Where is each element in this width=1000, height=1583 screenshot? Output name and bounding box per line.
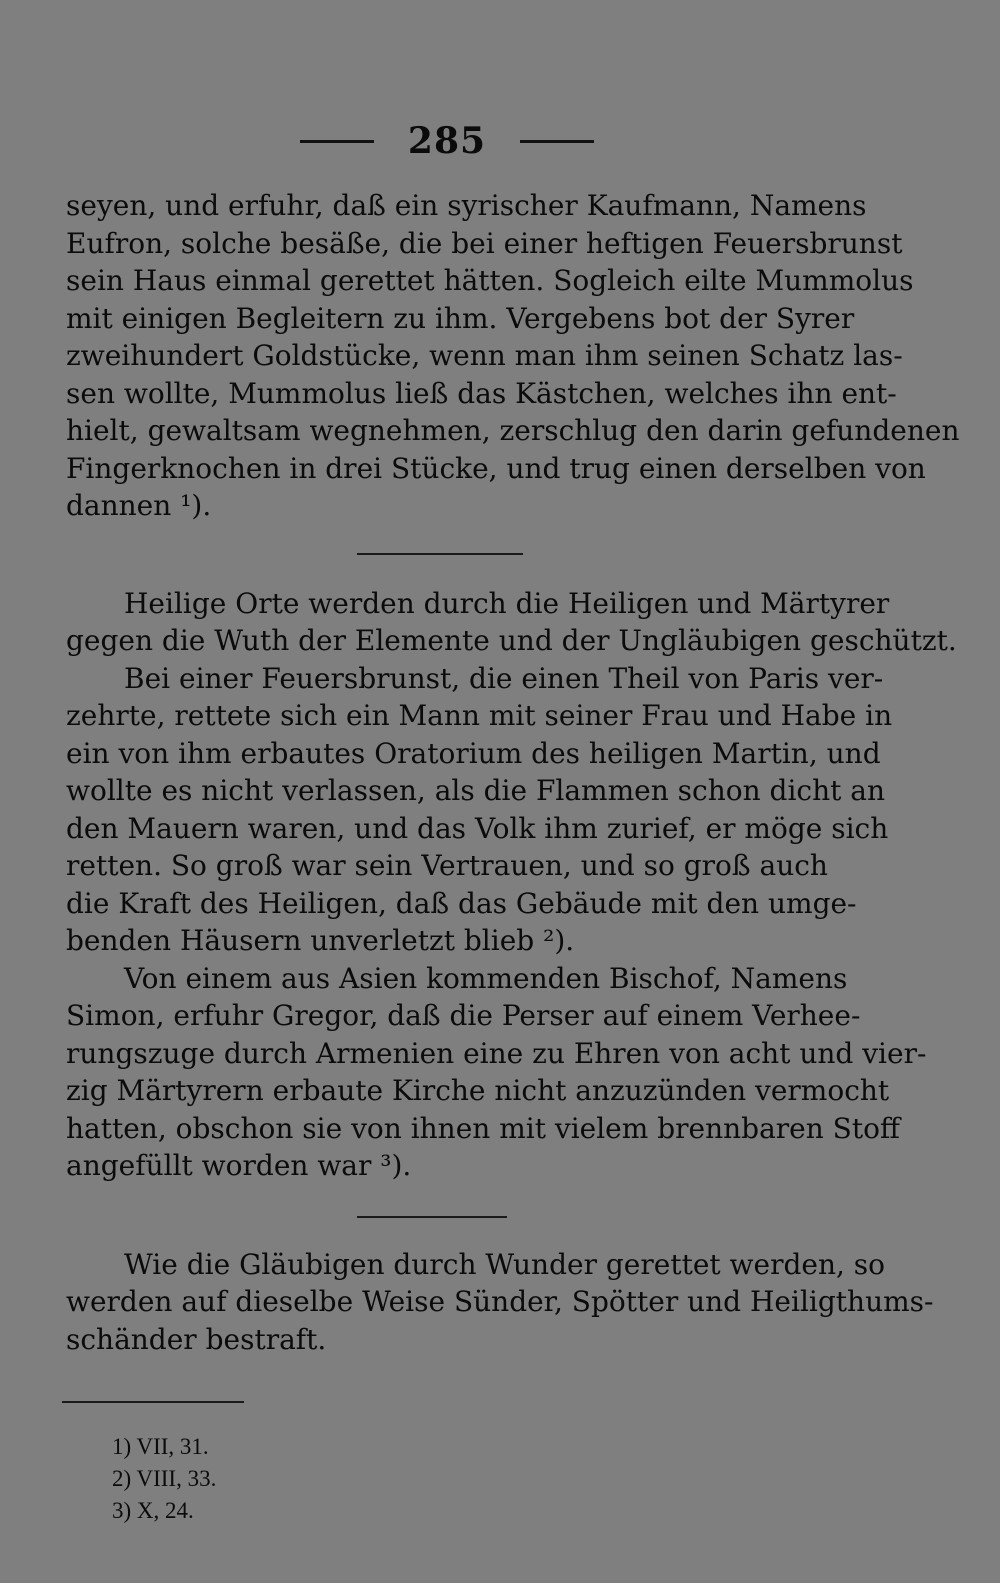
text-line: sen wollte, Mummolus ließ das Kästchen, welches ihn ent-: [66, 376, 897, 410]
text-line: sein Haus einmal gerettet hätten. Sogleich eilte Mummolus: [66, 264, 914, 297]
text-line: hielt, gewaltsam wegnehmen, zerschlug den darin gefundenen: [66, 414, 960, 447]
text-line: zweihundert Goldstücke, wenn man ihm seinen Schatz las-: [66, 339, 903, 372]
text-line: zehrte, rettete sich ein Mann mit seiner Frau und Habe in: [66, 699, 893, 732]
text-line: mit einigen Begleitern zu ihm. Vergebens bot der Syrer: [66, 301, 855, 335]
text-line: ein von ihm erbautes Oratorium des heiligen Martin, und: [66, 736, 881, 770]
page-header: [76, 116, 818, 166]
paragraph-3: [66, 660, 927, 1185]
text-line: Simon, erfuhr Gregor, daß die Perser auf einem Verhee-: [66, 999, 861, 1032]
footnote-3: 3) X, 24.: [112, 1498, 194, 1523]
text-line: zig Märtyrern erbaute Kirche nicht anzuzünden vermocht: [66, 1074, 890, 1107]
paragraph-2: [66, 585, 957, 660]
header-rule-left: [300, 140, 374, 143]
text-line: Eufron, solche besäße, die bei einer heftigen Feuersbrunst: [66, 226, 903, 260]
text-line: den Mauern waren, und das Volk ihm zurief, er möge sich: [66, 811, 889, 845]
text-line: schänder bestraft.: [66, 1322, 327, 1356]
footnotes: [66, 1431, 818, 1527]
header-rule-right: [520, 140, 594, 143]
paragraph-4: [66, 1246, 934, 1359]
page-number: 285: [407, 120, 487, 162]
text-line: die Kraft des Heiligen, daß das Gebäude mit den umge-: [66, 886, 857, 920]
text-line: Von einem aus Asien kommenden Bischof, Namens: [124, 961, 848, 995]
text-line: Heilige Orte werden durch die Heiligen und Märtyrer: [124, 586, 890, 620]
text-line: Bei einer Feuersbrunst, die einen Theil von Paris ver-: [124, 661, 884, 695]
section-separator: [357, 1216, 507, 1218]
text-line: rungszuge durch Armenien eine zu Ehren von acht und vier-: [66, 1036, 927, 1070]
section-separator: [357, 553, 523, 555]
text-line: dannen ¹).: [66, 489, 212, 522]
text-line: angefüllt worden war ³).: [66, 1149, 412, 1182]
footnote-1: 1) VII, 31.: [112, 1434, 209, 1459]
book-page: [66, 116, 960, 1527]
text-line: Wie die Gläubigen durch Wunder gerettet werden, so: [124, 1247, 886, 1281]
text-line: Fingerknochen in drei Stücke, und trug einen derselben von: [66, 451, 926, 485]
text-line: benden Häusern unverletzt blieb ²).: [66, 924, 575, 957]
footnote-rule: [62, 1401, 244, 1403]
paragraph-1: [66, 187, 960, 525]
text-line: wollte es nicht verlassen, als die Flammen schon dicht an: [66, 774, 886, 807]
footnote-2: 2) VIII, 33.: [112, 1466, 217, 1491]
text-line: gegen die Wuth der Elemente und der Ungläubigen geschützt.: [66, 624, 957, 657]
text-line: werden auf dieselbe Weise Sünder, Spötter und Heiligthums-: [66, 1285, 934, 1318]
text-line: retten. So groß war sein Vertrauen, und so groß auch: [66, 849, 828, 882]
text-line: seyen, und erfuhr, daß ein syrischer Kaufmann, Namens: [66, 189, 867, 222]
text-line: hatten, obschon sie von ihnen mit vielem brennbaren Stoff: [66, 1111, 900, 1145]
